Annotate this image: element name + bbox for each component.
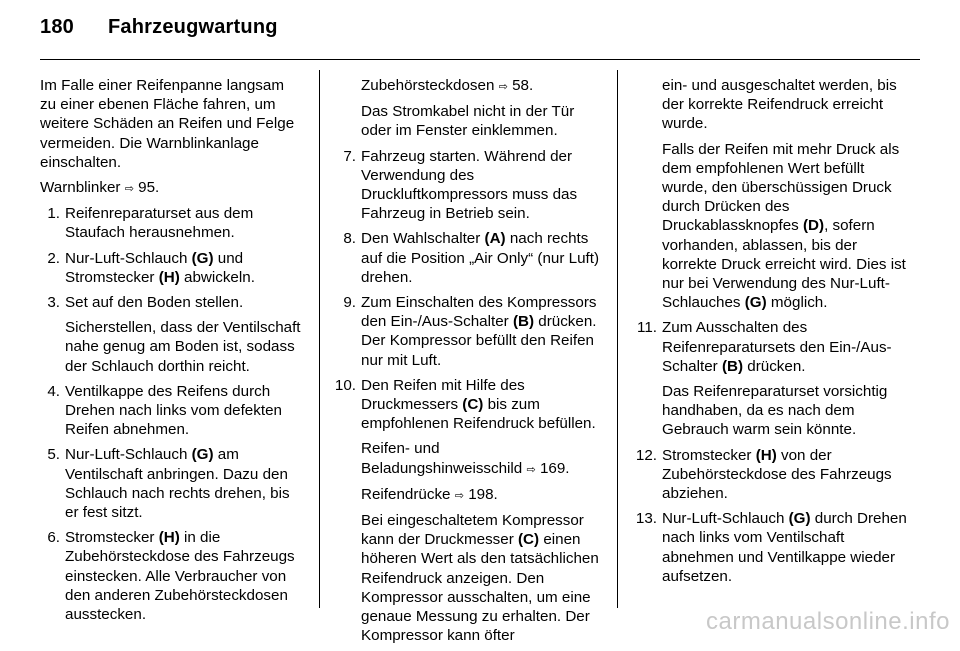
continued-text: Falls der Reifen mit mehr Druck als dem empfohlenen Wert befüllt wurde, den überschüssigen Druck durch Drücken des Druckablassknopfes (D), sofern vorhanden, ablassen, bis der korrekte Druck erreicht wird. Dies ist nur bei Verwendung des Nur-Luft-Schlauches (G) möglich. <box>662 140 906 312</box>
list-item: 2. Nur-Luft-Schlauch (G) und Stromstecker (H) abwickeln. <box>47 249 255 286</box>
page-reference-link[interactable]: 58. <box>512 77 534 94</box>
reference-arrow-icon: ⇨ <box>124 182 134 196</box>
continued-text: ein- und ausgeschaltet werden, bis der korrekte Reifendruck erreicht wurde. <box>662 77 897 133</box>
page-reference-link[interactable]: 198. <box>468 485 498 503</box>
column-3 <box>626 76 908 592</box>
header-rule <box>40 59 920 60</box>
column-2 <box>331 76 603 651</box>
list-item: 4. Ventilkappe des Reifens durch Drehen nach links vom defekten Reifen abnehmen. <box>47 382 282 439</box>
column-divider-1 <box>319 70 320 608</box>
list-item: 8. Den Wahlschalter (A) nach rechts auf die Position „Air Only“ (nur Luft) drehen. <box>343 230 600 286</box>
watermark: carmanualsonline.info <box>706 608 950 635</box>
list-item: 13. Nur-Luft-Schlauch (G) durch Drehen nach links vom Ventilschaft abnehmen und Ventilkappe wieder aufsetzen. <box>635 510 907 585</box>
page-header <box>40 16 920 39</box>
list-item: 6. Stromstecker (H) in die Zubehörsteckdose des Fahrzeugs einstecken. Alle Verbraucher von den anderen Zubehörsteckdosen ausstecken. <box>47 529 295 624</box>
list-item: 7. Fahrzeug starten. Während der Verwendung des Druckluftkompressors muss das Fahrzeug in Betrieb sein. <box>343 147 578 223</box>
page-title: Fahrzeugwartung <box>107 16 278 38</box>
list-item: 11. Zum Ausschalten des Reifenreparatursets den Ein-/Aus-Schalter (B) drücken. Das Reifenreparaturset vorsichtig handhaben, da es nach dem Gebrauch warm sein könnte. <box>637 319 892 439</box>
list-item: 12. Stromstecker (H) von der Zubehörsteckdose des Fahrzeugs abziehen. <box>635 446 892 503</box>
column-divider-2 <box>617 70 618 608</box>
page-number: 180 <box>40 16 74 38</box>
list-item: 9. Zum Einschalten des Kompressors den Ein-/Aus-Schalter (B) drücken. Der Kompressor befüllt den Reifen nur mit Luft. <box>343 294 597 369</box>
reference-arrow-icon: ⇨ <box>454 488 464 502</box>
list-item: 5. Nur-Luft-Schlauch (G) am Ventilschaft anbringen. Dazu den Schlauch nach rechts drehen, bis er fest sitzt. <box>47 446 290 522</box>
intro-paragraph: Im Falle einer Reifenpanne langsam zu einer ebenen Fläche fahren, um weitere Schäden an Reifen und Felge vermeiden. Die Warnblinkanlage einschalten. <box>40 77 295 171</box>
list-item: 3. Set auf den Boden stellen. Sicherstellen, dass der Ventilschaft nahe genug am Boden ist, sodass der Schlauch dorthin reicht. <box>47 294 301 375</box>
continued-text: Das Stromkabel nicht in der Tür oder im Fenster einklemmen. <box>361 103 575 140</box>
warnblinker-reference: Warnblinker ⇨ 95. <box>40 179 160 197</box>
column-1 <box>40 76 304 630</box>
reference-arrow-icon: ⇨ <box>526 462 536 476</box>
page-reference-link[interactable]: 95. <box>138 179 160 197</box>
page-reference-link[interactable]: 169. <box>539 459 570 477</box>
reference-arrow-icon: ⇨ <box>498 80 508 93</box>
continued-text: Zubehörsteckdosen ⇨ 58. <box>361 77 534 94</box>
list-item: 1. Reifenreparaturset aus dem Staufach herausnehmen. <box>47 205 254 242</box>
list-item: 10. Den Reifen mit Hilfe des Druckmessers (C) bis zum empfohlenen Reifendruck befüllen. Reifen- und Beladungshinweisschild ⇨ 169. Reifendrücke ⇨ 198. Bei eingeschaltetem Kompressor kann der Druckmesser (C) einen höheren Wert als den tatsächlichen Reifendruck anzeigen. Den Kompressor ausschalten, um eine genaue Messung zu erhalten. Der Kompressor kann öfter <box>334 376 599 645</box>
